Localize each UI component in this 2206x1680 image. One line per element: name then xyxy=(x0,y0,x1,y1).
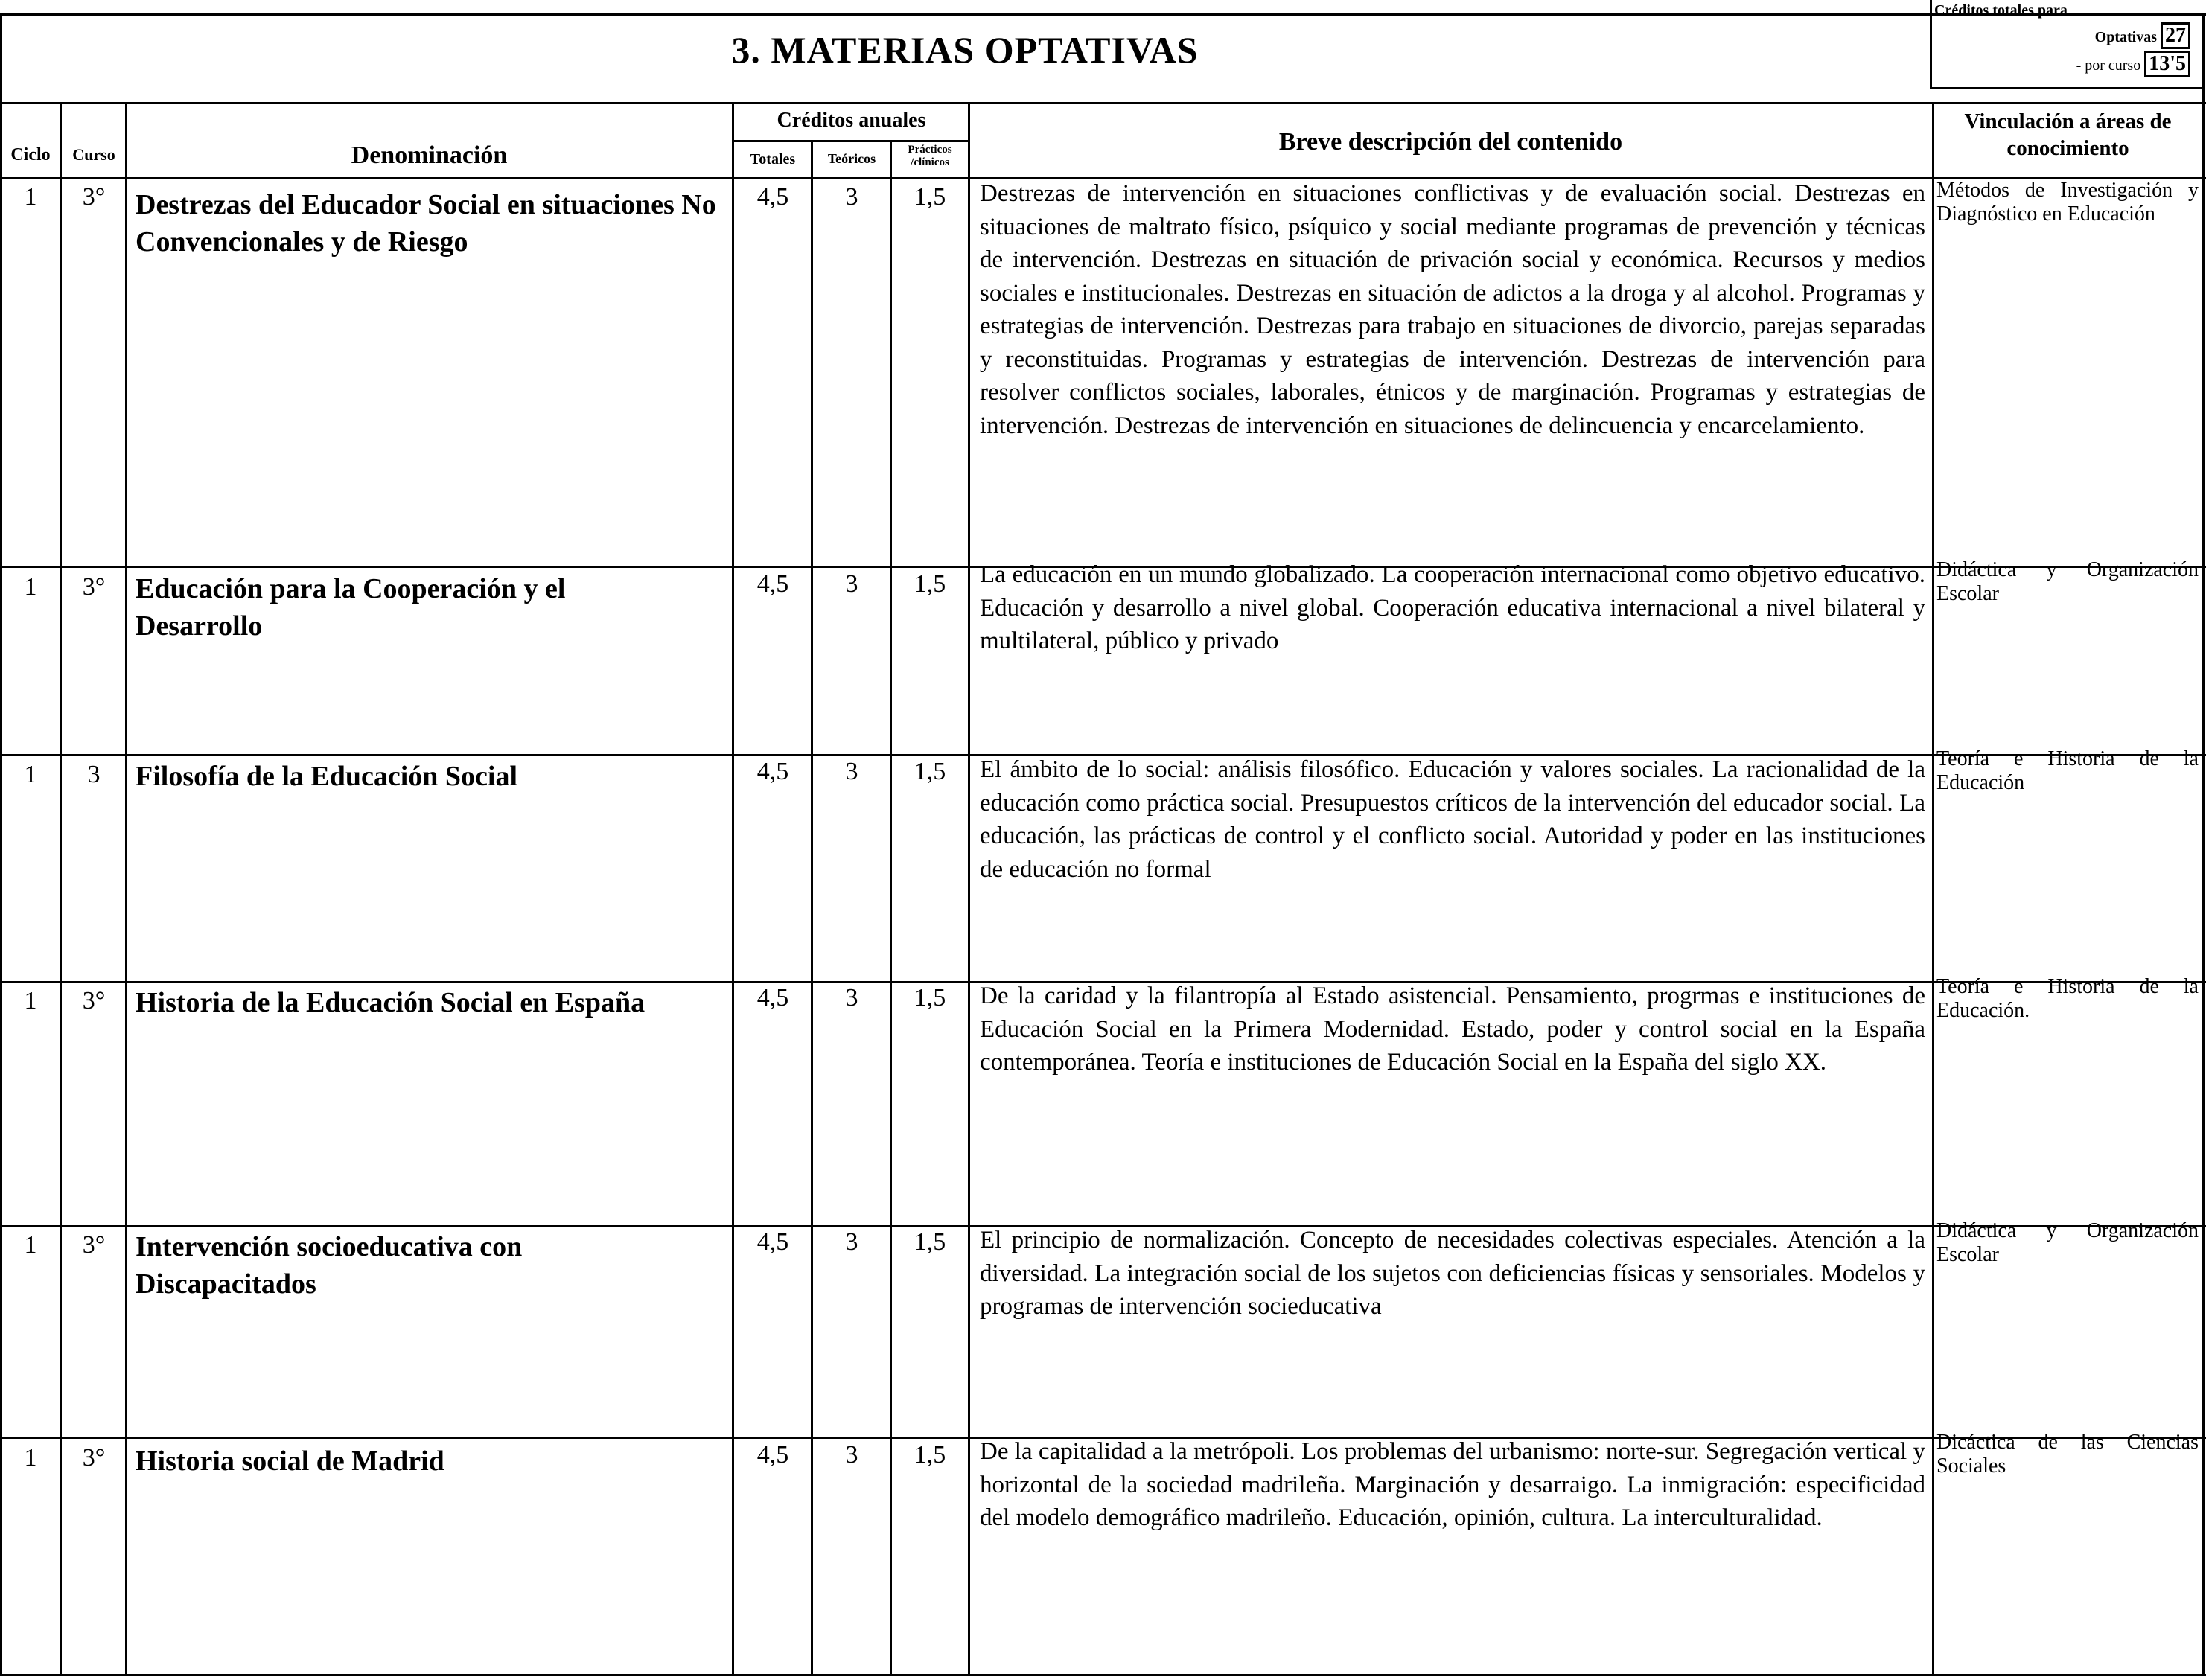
row-2-denominacion: Educación para la Cooperación y el Desarrollo xyxy=(136,573,566,642)
header-descripcion: Breve descripción del contenido xyxy=(1278,128,1623,156)
credits-total-label: Créditos totales para xyxy=(1934,2,2068,19)
row-2-ciclo: 1 xyxy=(24,573,37,601)
row-6-ciclo: 1 xyxy=(24,1444,37,1472)
row-6-denominacion: Historia social de Madrid xyxy=(136,1446,444,1477)
row-1-totales: 4,5 xyxy=(756,183,789,211)
row-1-teoricos: 3 xyxy=(845,183,858,211)
row-4-area: Teoría e Historia de la Educación. xyxy=(1936,975,2199,1022)
header-teoricos: Teóricos xyxy=(827,151,876,166)
header-creditos-anuales: Créditos anuales xyxy=(777,109,926,132)
row-6-totales: 4,5 xyxy=(756,1441,789,1469)
row-4-ciclo: 1 xyxy=(24,987,37,1015)
row-5-teoricos: 3 xyxy=(845,1228,858,1256)
header-vinculacion-line1: Vinculación a áreas de xyxy=(1964,109,2172,133)
row-6-teoricos: 3 xyxy=(845,1441,858,1469)
row-5-denominacion: Intervención socioeducativa con Discapacitados xyxy=(136,1231,523,1300)
header-ciclo: Ciclo xyxy=(10,145,51,165)
credits-summary-box xyxy=(1933,1,2201,86)
header-bottom-border xyxy=(0,102,2206,104)
row-1-practicos: 1,5 xyxy=(914,183,946,211)
optativas-credits-value: 27 xyxy=(2161,22,2190,49)
header-vinculacion-line2: conocimiento xyxy=(2006,136,2129,160)
row-1-descripcion: Destrezas de intervención en situaciones conflictivas y de evaluación social. Destrezas en situaciones de maltrato físico, psíquico y social mediante programas de prevención y técnicas de intervención. Destrezas en situación de privación social y económica. Recursos y medios sociales e institucionales. Destrezas en situación de adictos a la droga y al alcohol. Programas y estrategias de intervención. Destrezas para trabajo en situaciones de divorcio, parejas separadas y reconstituidas. Programas y estrategias de intervención. Destrezas de intervención para resolver conflictos sociales, laborales, étnicos y de marginación. Programas y estrategias de intervención. Destrezas de intervención en situaciones de delincuencia y encarcelamiento. xyxy=(980,180,1925,439)
row-3-totales: 4,5 xyxy=(756,758,789,785)
row-4-teoricos: 3 xyxy=(845,984,858,1012)
row-6-descripcion: De la capitalidad a la metrópoli. Los problemas del urbanismo: norte-sur. Segregación vertical y horizontal de la sociedad madrileña. Marginación y desarraigo. La inmigración: especificidad del modelo demográfico madrileño. Educación, opinión, cultura. La interculturalidad. xyxy=(980,1438,1925,1531)
row-2-practicos: 1,5 xyxy=(914,570,946,598)
table-right-border xyxy=(2202,13,2205,1676)
row-1-denominacion: Destrezas del Educador Social en situaciones No Convencionales y de Riesgo xyxy=(136,189,716,258)
col-line-denominacion xyxy=(732,102,734,1676)
page-title: 3. MATERIAS OPTATIVAS xyxy=(731,29,1199,71)
row-5-area: Didáctica y Organización Escolar xyxy=(1936,1219,2199,1266)
col-line-curso xyxy=(125,102,127,1676)
row-6-area: Dicáctica de las Ciencias Sociales xyxy=(1936,1431,2199,1478)
row-3-ciclo: 1 xyxy=(24,761,37,788)
row-6-practicos: 1,5 xyxy=(914,1441,946,1469)
col-line-ciclo xyxy=(60,102,62,1676)
row-3-descripcion: El ámbito de lo social: análisis filosófico. Educación y valores sociales. La racionalidad de la educación como práctica social. Presupuestos críticos de la intervención del educador social. La educación, las prácticas de control y el conflicto social. Autoridad y poder en las instituciones de educación no formal xyxy=(980,756,1925,883)
row-5-ciclo: 1 xyxy=(24,1231,37,1259)
credits-box-border xyxy=(1930,0,1932,89)
row-3-teoricos: 3 xyxy=(845,758,858,785)
row-5-totales: 4,5 xyxy=(756,1228,789,1256)
row-4-descripcion: De la caridad y la filantropía al Estado asistencial. Pensamiento, progrmas e instituciones de Educación Social en la Primera Modernidad. Estado, poder y control social en la España contemporánea. Teoría e instituciones de Educación Social en la España del siglo XX. xyxy=(980,983,1925,1076)
row-2-curso: 3° xyxy=(82,573,106,601)
header-practicos-line1: Prácticos xyxy=(908,144,952,156)
row-2-descripcion: La educación en un mundo globalizado. La cooperación internacional como objetivo educativo. Educación y desarrollo a nivel global. Cooperación educativa internacional a nivel bilateral y multilateral, público y privado xyxy=(980,561,1925,654)
row-3-area: Teoría e Historia de la Educación xyxy=(1936,747,2199,794)
row-2-area: Didáctica y Organización Escolar xyxy=(1936,558,2199,605)
optativas-label: Optativas xyxy=(2094,29,2157,45)
table-bottom-border xyxy=(0,1674,2206,1676)
credits-box-bottom xyxy=(1930,87,2202,89)
row-2-totales: 4,5 xyxy=(756,570,789,598)
row-3-practicos: 1,5 xyxy=(914,758,946,785)
row-4-totales: 4,5 xyxy=(756,984,789,1012)
row-4-practicos: 1,5 xyxy=(914,984,946,1012)
table-left-border xyxy=(0,13,2,1676)
row-5-descripcion: El principio de normalización. Concepto de necesidades colectivas especiales. Atención a la diversidad. La integración social de los sujetos con deficiencias físicas y sensoriales. Modelos y programas de intervención socieducativa xyxy=(980,1227,1925,1320)
header-denominacion: Denominación xyxy=(351,141,508,169)
row-1-area: Métodos de Investigación y Diagnóstico en Educación xyxy=(1936,179,2199,226)
header-vinculacion xyxy=(1934,108,2202,162)
header-practicos-line2: /clínicos xyxy=(911,156,949,168)
row-2-teoricos: 3 xyxy=(845,570,858,598)
creditos-subheader-line xyxy=(732,140,970,142)
row-3-denominacion: Filosofía de la Educación Social xyxy=(136,761,518,792)
header-curso: Curso xyxy=(72,145,115,164)
row-6-curso: 3° xyxy=(82,1444,106,1472)
row-5-curso: 3° xyxy=(82,1231,106,1259)
header-totales: Totales xyxy=(750,151,796,167)
por-curso-label: - por curso xyxy=(2076,57,2141,74)
por-curso-credits-value: 13'5 xyxy=(2144,51,2190,77)
row-1-curso: 3° xyxy=(82,183,106,211)
table-top-border xyxy=(0,13,2206,16)
header-practicos xyxy=(891,144,969,169)
row-5-practicos: 1,5 xyxy=(914,1228,946,1256)
row-3-curso: 3 xyxy=(87,761,101,788)
row-4-curso: 3° xyxy=(82,987,106,1015)
row-1-ciclo: 1 xyxy=(24,183,37,211)
row-4-denominacion: Historia de la Educación Social en España xyxy=(136,987,645,1018)
